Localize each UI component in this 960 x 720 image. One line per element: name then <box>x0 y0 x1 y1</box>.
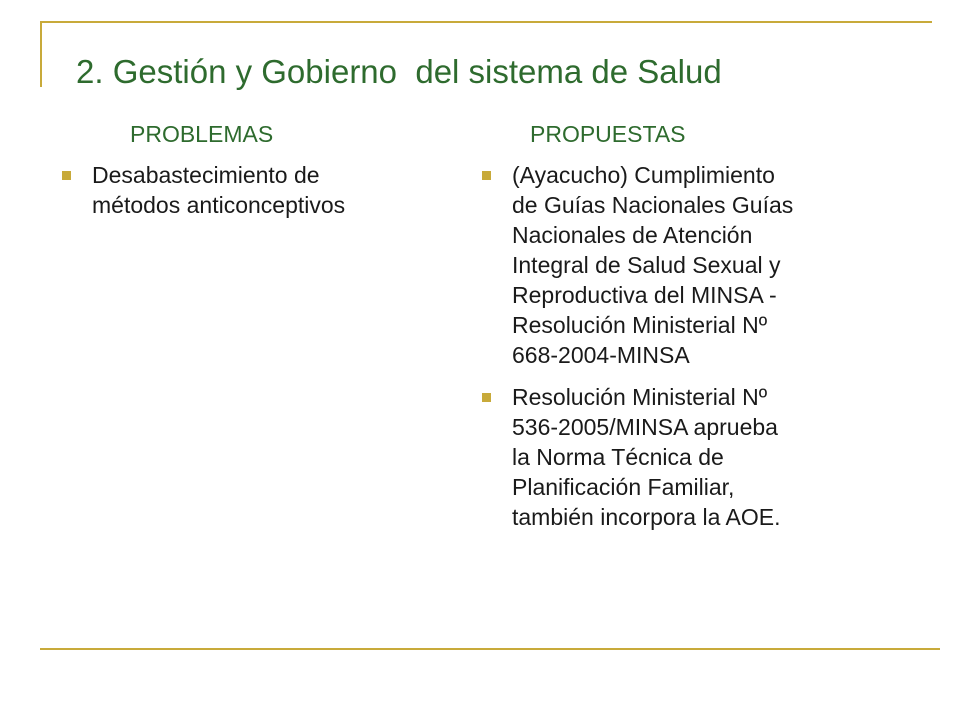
list-item-text: (Ayacucho) Cumplimiento de Guías Nacionales Guías Nacionales de Atención Integral de Salud Sexual y Reproductiva del MINSA - Resolución Ministerial Nº 668-2004-MINSA <box>512 162 794 368</box>
list-item-text: Desabastecimiento de métodos anticonceptivos <box>92 162 346 218</box>
problems-heading: PROBLEMAS <box>130 121 274 147</box>
square-bullet-icon <box>62 171 71 180</box>
list-item <box>482 382 902 532</box>
list-item <box>482 160 902 370</box>
problems-list <box>62 160 422 232</box>
left-rule <box>40 21 42 87</box>
proposals-list <box>482 160 902 544</box>
bottom-rule <box>40 648 940 650</box>
square-bullet-icon <box>482 393 491 402</box>
slide-title: 2. Gestión y Gobierno del sistema de Salud <box>76 53 722 90</box>
square-bullet-icon <box>482 171 491 180</box>
top-rule <box>40 21 932 23</box>
list-item-text: Resolución Ministerial Nº 536-2005/MINSA aprueba la Norma Técnica de Planificación Familiar, también incorpora la AOE. <box>512 384 781 530</box>
proposals-heading: PROPUESTAS <box>530 121 686 147</box>
list-item <box>62 160 422 220</box>
